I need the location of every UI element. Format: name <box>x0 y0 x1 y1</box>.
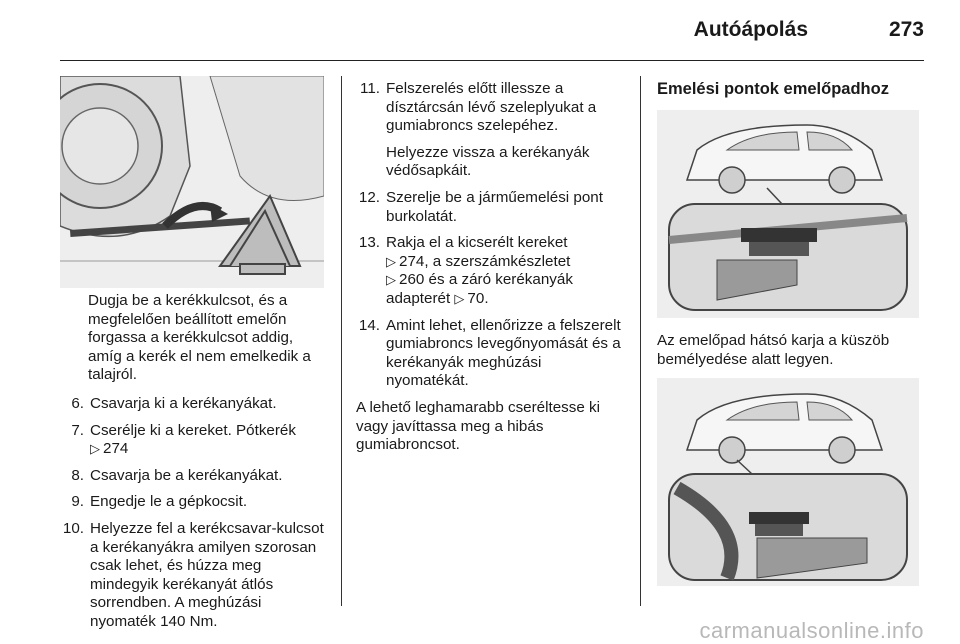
step-number: 10. <box>62 519 84 537</box>
jack-illustration <box>60 76 324 288</box>
list-item <box>60 422 328 459</box>
page-ref: 70. <box>467 289 489 307</box>
step-text: Helyezze fel a kerékcsavar-kulcsot a kerékanyákra amilyen szorosan csak lehet, és húzza meg mindegyik kerékanyát átlós sorrendben. A meghúzási nyomaték 140 Nm. <box>90 519 324 630</box>
list-item <box>60 395 328 414</box>
step-text: Csavarja ki a kerékanyákat. <box>90 394 277 412</box>
footer-watermark-logo: carmanualsonline.info <box>699 618 924 643</box>
steps-list-middle <box>356 80 628 391</box>
step-number: 9. <box>71 493 84 511</box>
right-caption-block <box>657 332 919 375</box>
page-header-title: Autóápolás <box>693 18 808 41</box>
list-item <box>356 317 628 391</box>
step-number: 14. <box>358 316 380 334</box>
step-number: 13. <box>358 234 380 252</box>
page-ref-icon: ▷ <box>386 272 396 288</box>
page-ref: 274, a szerszámkészletet <box>399 252 571 270</box>
middle-column <box>356 80 628 461</box>
step-number: 8. <box>71 466 84 484</box>
left-column <box>60 292 328 640</box>
page-ref: 274 <box>103 440 129 458</box>
jack-drawing <box>60 76 324 288</box>
step-text: Amint lehet, ellenőrizze a felszerelt gumiabroncs levegőnyomását és a kerékanyák meghúzási nyomatékát. <box>386 316 621 390</box>
section-title: Emelési pontok emelőpadhoz <box>657 80 889 98</box>
lift-point-front-drawing <box>657 110 919 318</box>
list-item <box>356 234 628 308</box>
list-item <box>356 189 628 226</box>
step-text: Csavarja be a kerékanyákat. <box>90 466 283 484</box>
figure-caption: Az emelőpad hátsó karja a küszöb bemélyedése alatt legyen. <box>657 332 890 368</box>
step-number: 7. <box>71 421 84 439</box>
column-divider <box>640 76 641 606</box>
step-text: Engedje le a gépkocsit. <box>90 493 248 511</box>
page-ref-icon: ▷ <box>90 441 100 457</box>
page-ref: 260 és a záró kerékanyák adapterét <box>386 271 573 307</box>
steps-list-left <box>60 395 328 632</box>
lift-point-rear-drawing <box>657 378 919 586</box>
right-column <box>657 80 919 111</box>
step-text: Felszerelés előtt illessze a dísztárcsán lévő szeleplyukat a gumiabroncs szelepéhez. <box>386 80 597 135</box>
step-number: 11. <box>360 80 380 97</box>
step-text: Rakja el a kicserélt kereket <box>386 234 568 252</box>
step-text: Szerelje be a járműemelési pont burkolatát. <box>386 188 603 225</box>
list-item <box>356 80 628 181</box>
step-number: 6. <box>71 394 84 412</box>
page-ref-icon: ▷ <box>386 253 396 269</box>
column-divider <box>341 76 342 606</box>
header-divider <box>60 60 924 61</box>
page-ref-icon: ▷ <box>454 290 465 306</box>
page-number: 273 <box>888 18 924 41</box>
closing-paragraph: A lehető leghamarabb cseréltesse ki vagy javíttassa meg a hibás gumiabroncsot. <box>356 398 600 454</box>
list-item <box>60 467 328 486</box>
lift-point-front-illustration <box>657 110 919 318</box>
step-subtext: Helyezze vissza a kerékanyák védősapkáit. <box>386 143 590 180</box>
list-item <box>60 493 328 512</box>
lift-point-rear-illustration <box>657 378 919 586</box>
step-text: Cserélje ki a kereket. Pótkerék <box>90 421 296 439</box>
step-number: 12. <box>358 188 380 206</box>
list-item <box>60 520 328 632</box>
intro-paragraph: Dugja be a kerékkulcsot, és a megfelelően beállított emelőn forgassa a kerékkulcsot addig, amíg a kerék el nem emelkedik a talajról. <box>88 292 311 384</box>
